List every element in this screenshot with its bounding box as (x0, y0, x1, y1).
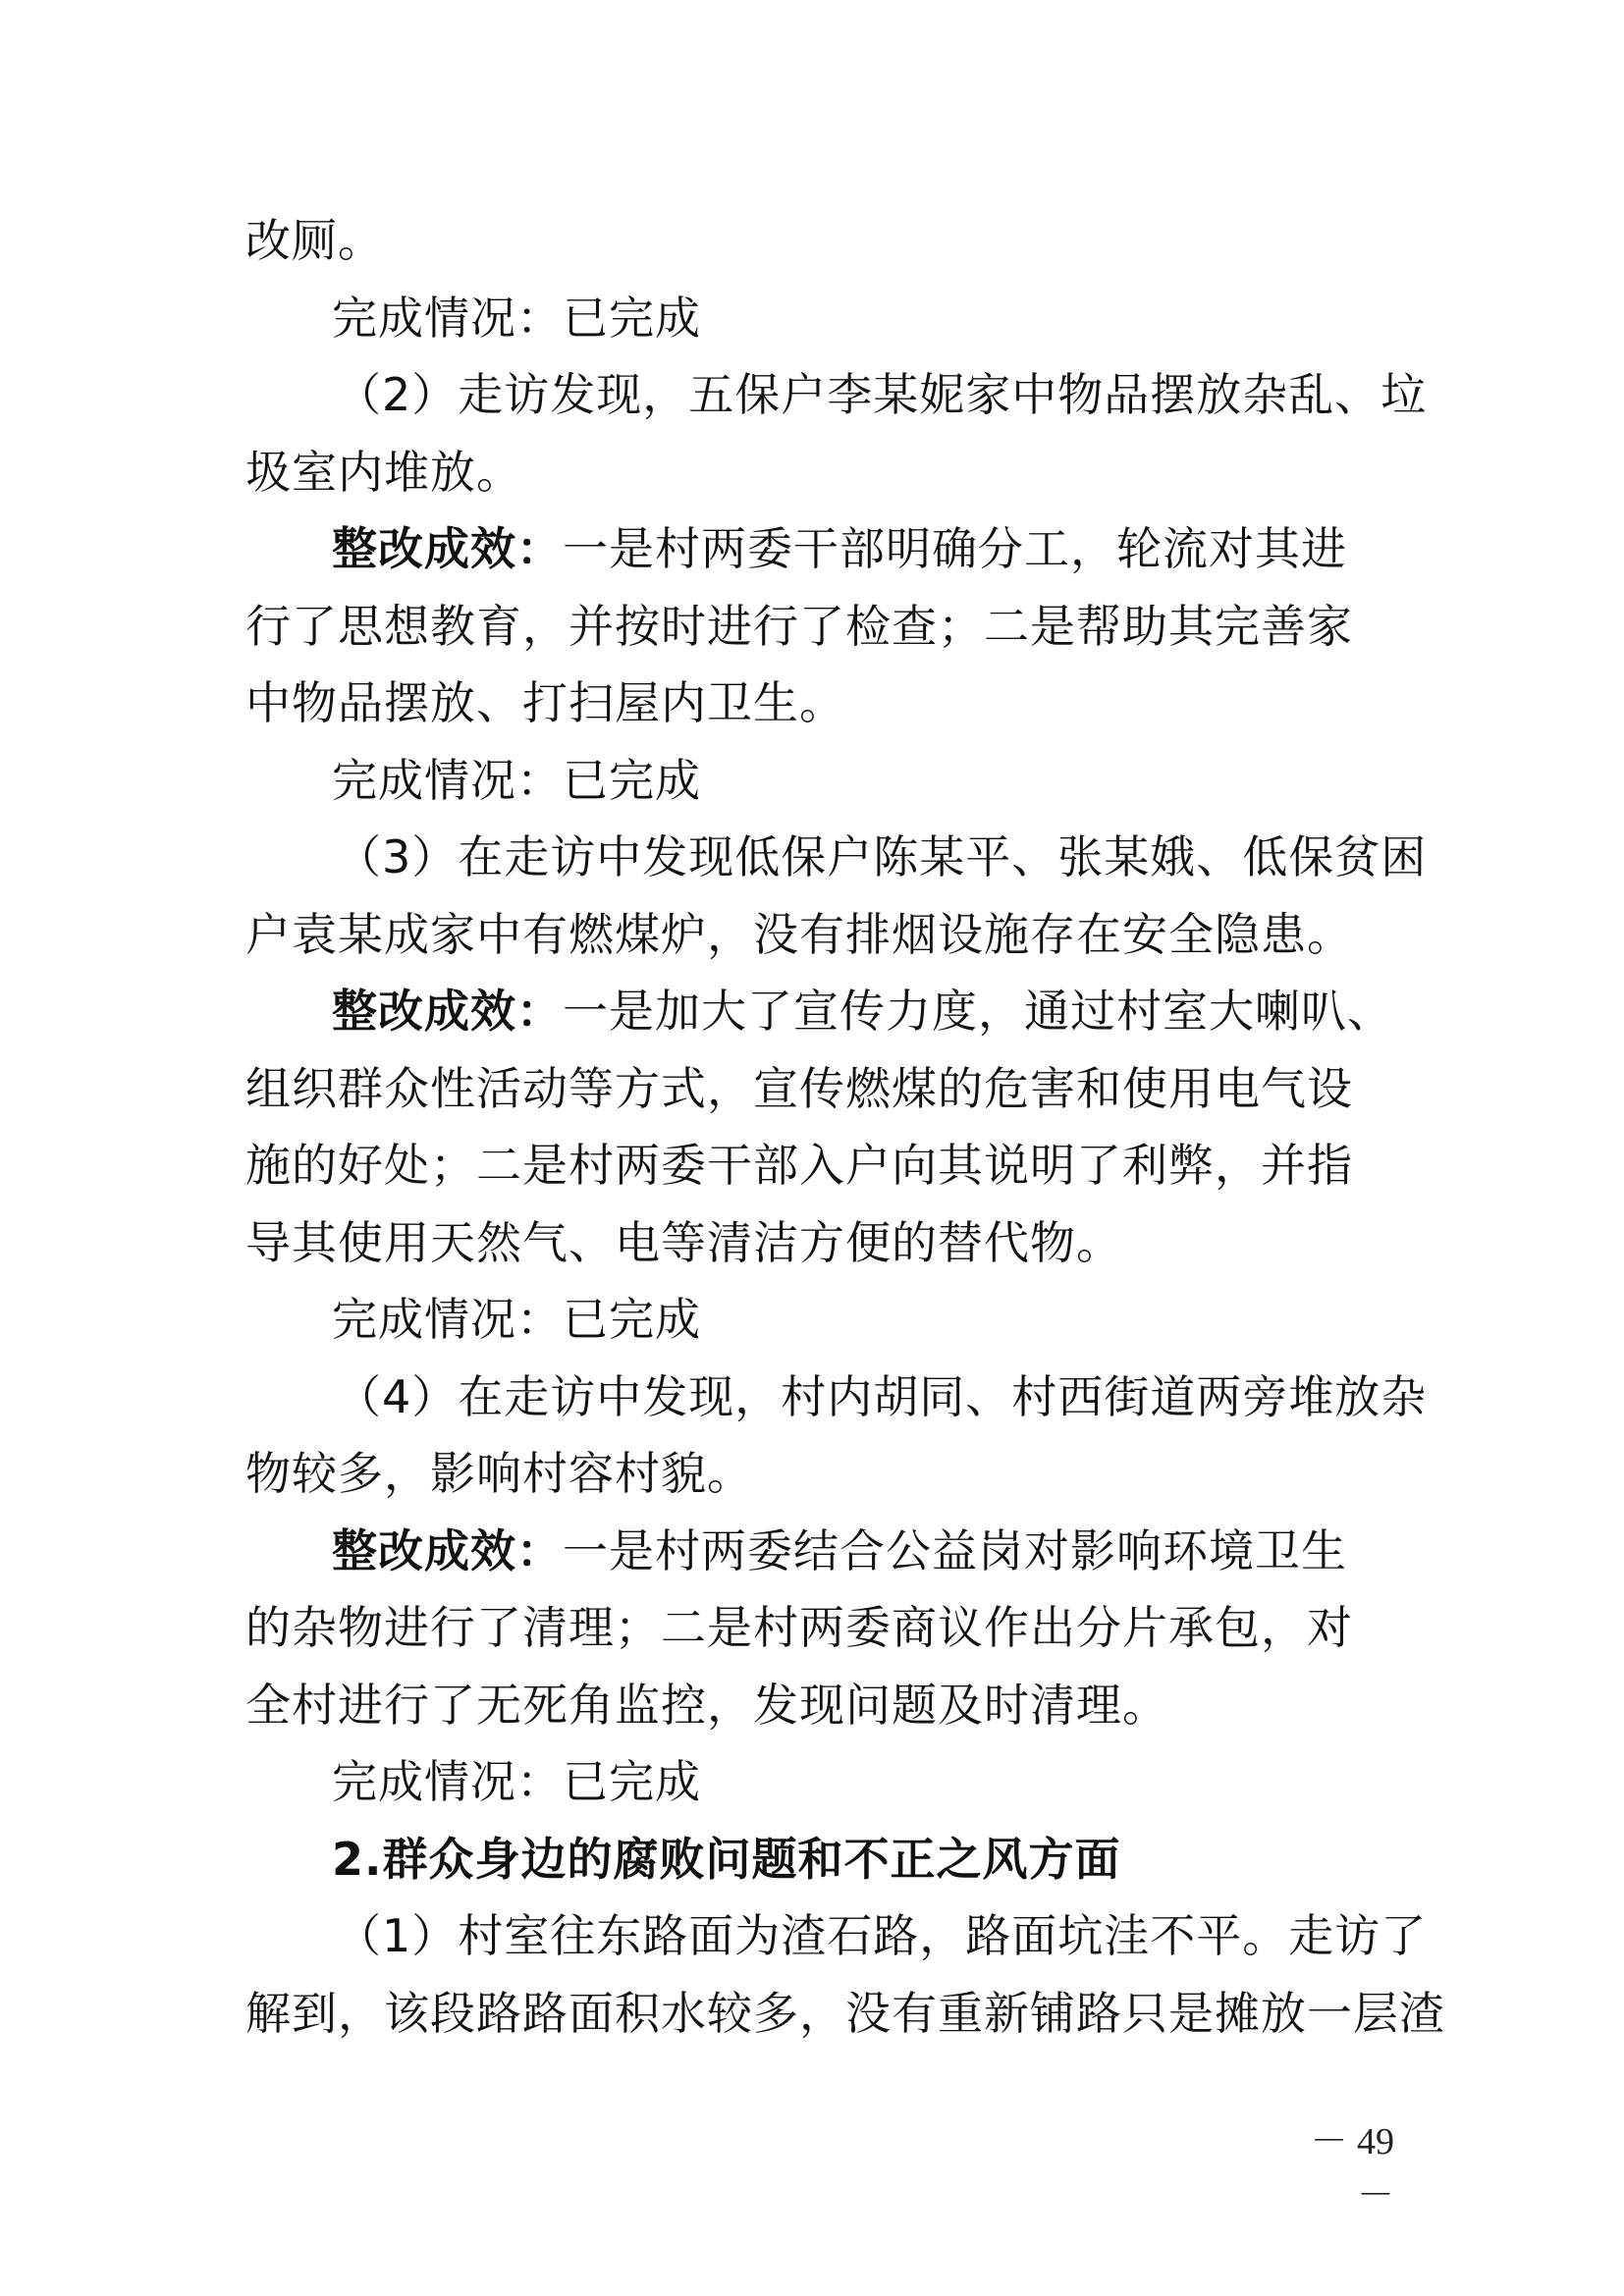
text-line: 物较多，影响村容村貌。 (245, 1447, 753, 1500)
text-line: 施的好处；二是村两委干部入户向其说明了利弊，并指 (245, 1139, 1353, 1192)
completion-status: 完成情况：已完成 (332, 1755, 701, 1808)
issue-item-2: （2）走访发现，五保户李某妮家中物品摆放杂乱、垃 (336, 368, 1428, 421)
completion-status: 完成情况：已完成 (332, 753, 701, 807)
text-line: 组织群众性活动等方式，宣传燃煤的危害和使用电气设 (245, 1061, 1353, 1115)
rectification-label: 整改成效： (332, 985, 563, 1038)
issue-item-1: （1）村室往东路面为渣石路，路面坑洼不平。走访了 (336, 1909, 1428, 1962)
completion-status: 完成情况：已完成 (332, 1293, 701, 1346)
rectification-text: 一是村两委结合公益岗对影响环境卫生 (563, 1523, 1347, 1577)
text-line: 行了思想教育，并按时进行了检查；二是帮助其完善家 (245, 599, 1353, 653)
issue-item-3: （3）在走访中发现低保户陈某平、张某娥、低保贫困 (336, 830, 1428, 883)
rectification-effect (245, 973, 1393, 1050)
text-line: 户袁某成家中有燃煤炉，没有排烟设施存在安全隐患。 (245, 907, 1353, 961)
section-heading: 2.群众身边的腐败问题和不正之风方面 (332, 1832, 1121, 1886)
rectification-text: 一是村两委干部明确分工，轮流对其进 (563, 522, 1347, 575)
text-line: 圾室内堆放。 (245, 445, 522, 499)
rectification-text: 一是加大了宣传力度，通过村室大喇叭、 (563, 985, 1393, 1038)
text-line: 中物品摆放、打扫屋内卫生。 (245, 676, 845, 729)
page-number: － 49 － (1310, 2121, 1394, 2216)
body-text (245, 202, 1445, 2052)
text-line: 导其使用天然气、电等清洁方便的替代物。 (245, 1215, 1122, 1269)
rectification-effect (245, 1513, 1384, 1590)
completion-status: 完成情况：已完成 (332, 291, 701, 345)
text-line: 改厕。 (245, 214, 384, 267)
issue-item-4: （4）在走访中发现，村内胡同、村西街道两旁堆放杂 (336, 1369, 1428, 1423)
text-line: 全村进行了无死角监控，发现问题及时清理。 (245, 1678, 1168, 1732)
text-line: 的杂物进行了清理；二是村两委商议作出分片承包，对 (245, 1601, 1353, 1654)
rectification-effect (245, 510, 1384, 588)
text-line: 解到，该段路路面积水较多，没有重新铺路只是摊放一层渣 (245, 1986, 1445, 2040)
rectification-label: 整改成效： (332, 1523, 563, 1577)
rectification-label: 整改成效： (332, 522, 563, 575)
